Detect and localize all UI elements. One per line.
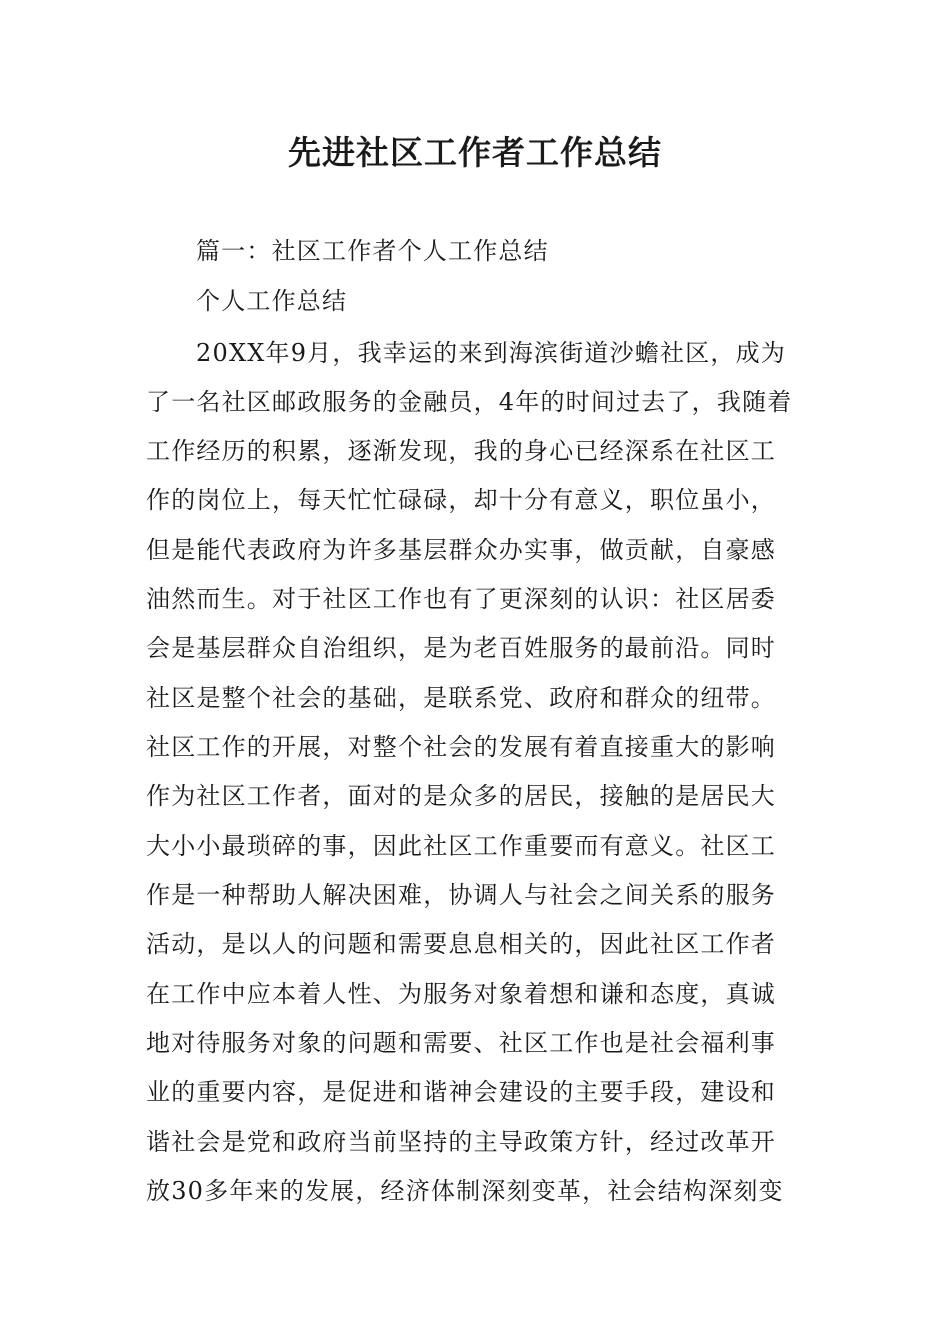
- body-line: 社区是整个社会的基础，是联系党、政府和群众的纽带。: [146, 684, 776, 712]
- body-line: 了一名社区邮政服务的金融员，4年的时间过去了，我随着: [146, 388, 793, 416]
- body-line: 会是基层群众自治组织，是为老百姓服务的最前沿。同时: [146, 634, 776, 662]
- subheading: 个人工作总结: [196, 287, 348, 315]
- body-line: 作的岗位上，每天忙忙碌碌，却十分有意义，职位虽小，: [146, 486, 776, 514]
- body-line: 在工作中应本着人性、为服务对象着想和谦和态度，真诚: [146, 980, 776, 1008]
- section-heading: 篇一：社区工作者个人工作总结: [196, 237, 549, 265]
- body-line: 工作经历的积累，逐渐发现，我的身心已经深系在社区工: [146, 437, 776, 465]
- body-line: 油然而生。对于社区工作也有了更深刻的认识：社区居委: [146, 585, 776, 613]
- body-line: 业的重要内容，是促进和谐神会建设的主要手段，建设和: [146, 1078, 776, 1106]
- document-title: 先进社区工作者工作总结: [288, 133, 662, 172]
- body-line: 活动，是以人的问题和需要息息相关的，因此社区工作者: [146, 930, 776, 958]
- body-line: 社区工作的开展，对整个社会的发展有着直接重大的影响: [146, 733, 776, 761]
- body-line: 20XX年9月，我幸运的来到海滨街道沙蟾社区，成为: [196, 339, 786, 367]
- body-line: 但是能代表政府为许多基层群众办实事，做贡献，自豪感: [146, 536, 776, 564]
- body-line: 放30多年来的发展，经济体制深刻变革，社会结构深刻变: [146, 1177, 784, 1205]
- body-line: 大小小最琐碎的事，因此社区工作重要而有意义。社区工: [146, 832, 776, 860]
- body-line: 地对待服务对象的问题和需要、社区工作也是社会福利事: [146, 1029, 776, 1057]
- body-line: 作为社区工作者，面对的是众多的居民，接触的是居民大: [146, 782, 776, 810]
- body-line: 谐社会是党和政府当前坚持的主导政策方针，经过改革开: [146, 1128, 776, 1156]
- body-line: 作是一种帮助人解决困难，协调人与社会之间关系的服务: [146, 881, 776, 909]
